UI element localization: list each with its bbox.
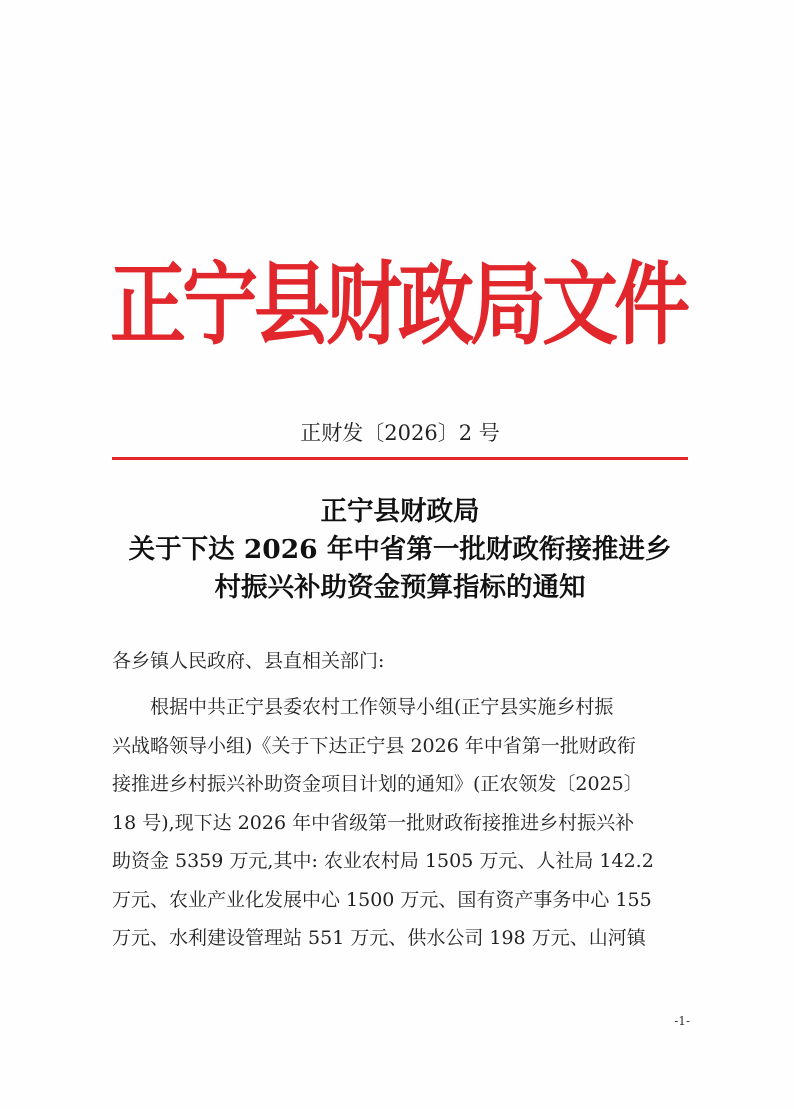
body-line: 万元、农业产业化发展中心 1500 万元、国有资产事务中心 155	[112, 888, 652, 911]
notice-title	[100, 493, 700, 607]
masthead-title: 正宁县财政局文件	[110, 251, 686, 357]
body-line: 助资金 5359 万元,其中: 农业农村局 1505 万元、人社局 142.2	[112, 850, 654, 872]
document-number: 正财发〔2026〕2 号	[300, 421, 500, 445]
title-line-1: 正宁县财政局	[320, 496, 480, 527]
salutation: 各乡镇人民政府、县直相关部门:	[112, 650, 385, 672]
red-divider-line	[112, 457, 688, 460]
page-number: -1-	[674, 1014, 690, 1028]
body-line: 根据中共正宁县委农村工作领导小组(正宁县实施乡村振	[112, 696, 614, 718]
body-paragraph	[112, 688, 688, 958]
body-line: 兴战略领导小组)《关于下达正宁县 2026 年中省第一批财政衔	[112, 734, 636, 757]
body-line: 万元、水利建设管理站 551 万元、供水公司 198 万元、山河镇	[112, 927, 646, 949]
title-line-3: 村振兴补助资金预算指标的通知	[214, 572, 586, 603]
body-line: 18 号),现下达 2026 年中省级第一批财政衔接推进乡村振兴补	[112, 811, 635, 834]
body-line: 接推进乡村振兴补助资金项目计划的通知》(正农领发〔2025〕	[112, 773, 643, 795]
title-line-2: 关于下达 2026 年中省第一批财政衔接推进乡	[128, 534, 672, 565]
